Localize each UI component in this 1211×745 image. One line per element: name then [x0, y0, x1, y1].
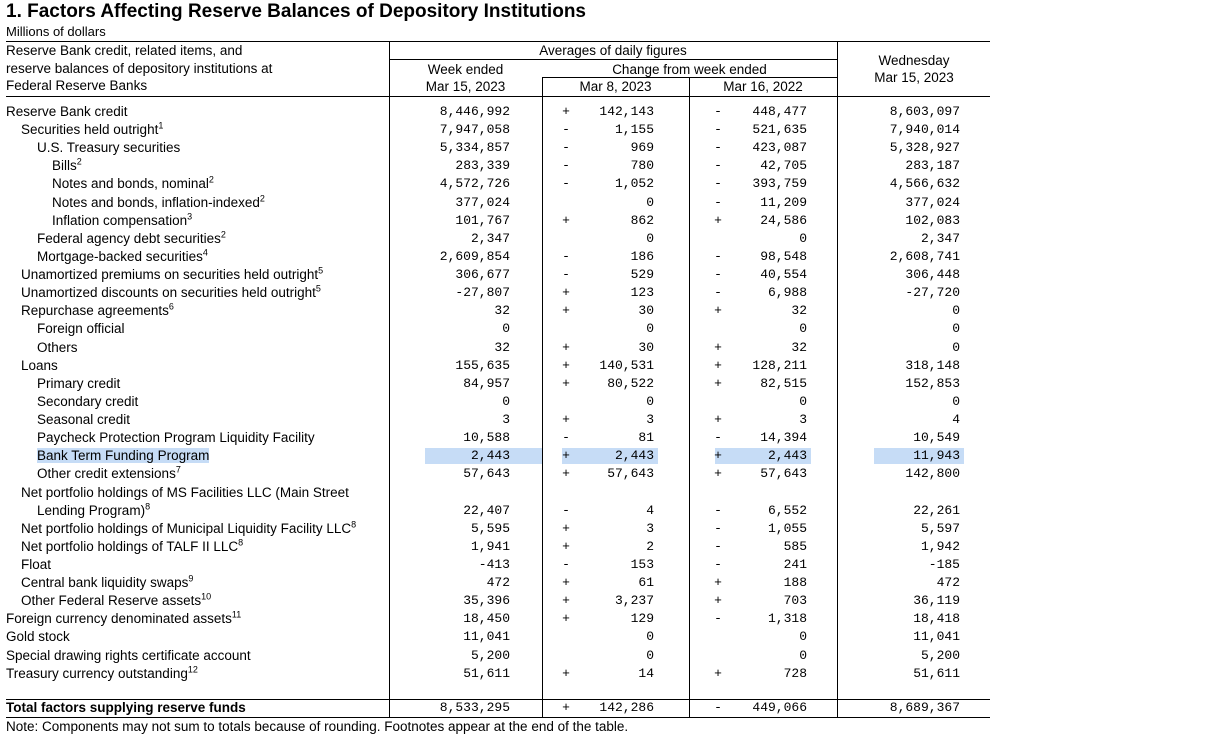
row-label-text: Total factors supplying reserve funds [6, 700, 246, 715]
change2-sign: - [714, 104, 722, 119]
week-value: 32 [494, 339, 510, 355]
row-label [21, 592, 211, 610]
wednesday-value: 18,418 [913, 611, 960, 627]
row-label [21, 357, 58, 375]
week-value: 5,595 [470, 520, 510, 536]
change1-sign: + [562, 303, 570, 319]
week-value: 8,446,992 [439, 104, 510, 119]
row-label-text: Mortgage-backed securities [37, 248, 203, 264]
row-label-text: Special drawing rights certificate account [6, 647, 251, 663]
row-label [37, 339, 78, 357]
week-value: 3 [502, 412, 510, 428]
row-label-text: U.S. Treasury securities [37, 140, 181, 156]
change2-value: 82,515 [760, 375, 807, 391]
row-label-text: Unamortized premiums on securities held outright [21, 267, 319, 283]
footnote-ref: 1 [158, 120, 164, 131]
change2-sign: - [714, 538, 722, 554]
wednesday-value: 377,024 [905, 194, 960, 210]
week-ended-date: Mar 15, 2023 [425, 79, 506, 94]
change2-value: 57,643 [760, 466, 807, 482]
row-label [37, 320, 125, 338]
change2-value: 188 [783, 575, 807, 591]
row-label [37, 139, 180, 157]
change2-value: 128,211 [752, 357, 807, 373]
change2-value: 0 [799, 647, 807, 663]
week-value: 1,941 [470, 538, 510, 554]
change1-value: 780 [630, 158, 654, 174]
change2-sign: - [714, 140, 722, 156]
row-label-text: Inflation compensation [52, 212, 188, 228]
wednesday-value: 11,041 [913, 629, 960, 645]
week-value: 5,200 [470, 647, 510, 663]
wednesday-value: 5,200 [920, 647, 960, 663]
week-value: 283,339 [455, 158, 510, 174]
week-value: 84,957 [463, 375, 510, 391]
change1-sign: + [562, 611, 570, 627]
wednesday-value: 5,328,927 [889, 140, 960, 156]
change2-sign: + [714, 665, 722, 681]
change2-value: 0 [799, 393, 807, 409]
week-value: 0 [502, 321, 510, 337]
change2-value: 3 [799, 412, 807, 428]
row-label [6, 628, 70, 646]
week-value: 8,533,295 [439, 700, 510, 715]
row-label-text: Central bank liquidity swaps [21, 575, 189, 591]
footnote-ref: 2 [220, 229, 226, 240]
week-value: 2,443 [470, 448, 510, 464]
row-label [6, 610, 241, 628]
week-value: 472 [486, 575, 510, 591]
wednesday-value: 4,566,632 [889, 176, 960, 192]
change2-value: 14,394 [760, 430, 807, 446]
row-label [37, 447, 209, 465]
week-value: 11,041 [463, 629, 510, 645]
row-label [21, 121, 163, 139]
footnote-ref: 8 [238, 537, 244, 548]
change1-sign: + [562, 339, 570, 355]
change1-value: 4 [646, 502, 654, 518]
change1-sign: + [562, 538, 570, 554]
change1-value: 1,155 [614, 122, 654, 138]
change2-sign: + [714, 212, 722, 228]
footnote-ref: 2 [208, 174, 214, 185]
change2-value: 32 [791, 303, 807, 319]
change2-sign: - [714, 122, 722, 138]
page-title: 1. Factors Affecting Reserve Balances of Depository Institutions [6, 1, 586, 22]
row-label-text: Notes and bonds, nominal [52, 176, 209, 192]
wednesday-value: 8,689,367 [889, 700, 960, 715]
wednesday-value: 10,549 [913, 430, 960, 446]
row-label-text: Federal agency debt securities [37, 230, 221, 246]
row-label [37, 465, 181, 483]
row-label [21, 556, 51, 574]
wednesday-value: -185 [928, 557, 960, 572]
footnote-ref: 7 [175, 464, 181, 475]
change2-sign: + [714, 303, 722, 319]
row-label-text: Repurchase agreements [21, 303, 169, 319]
change1-sign: + [562, 575, 570, 591]
change1-value: 862 [630, 212, 654, 228]
week-value: 7,947,058 [439, 122, 510, 138]
wednesday-value: 0 [952, 393, 960, 409]
week-value: 377,024 [455, 194, 510, 210]
row-label-text: Other credit extensions [37, 466, 176, 482]
wednesday-value: 8,603,097 [889, 104, 960, 119]
change1-value: 0 [646, 647, 654, 663]
change1-value: 129 [630, 611, 654, 627]
wednesday-value: 1,942 [920, 538, 960, 554]
week-value: -413 [478, 557, 510, 572]
change1-sign: + [562, 412, 570, 428]
change1-sign: - [562, 122, 570, 138]
change2-sign: - [714, 248, 722, 264]
footnote-ref: 5 [318, 265, 324, 276]
change2-sign: - [714, 285, 722, 301]
row-label-text: Primary credit [37, 375, 121, 391]
wednesday-header: Wednesday [878, 53, 950, 68]
change1-value: 0 [646, 393, 654, 409]
change1-value: 0 [646, 629, 654, 645]
change1-sign: + [562, 466, 570, 482]
row-label-text: Loans [21, 357, 58, 373]
change2-sign: - [714, 557, 722, 572]
change2-value: 0 [799, 629, 807, 645]
wednesday-value: 102,083 [905, 212, 960, 228]
change1-sign: - [562, 248, 570, 264]
change1-sign: - [562, 557, 570, 572]
wednesday-value: 306,448 [905, 267, 960, 283]
wednesday-value: 0 [952, 321, 960, 337]
row-label [21, 520, 356, 538]
averages-header: Averages of daily figures [539, 43, 687, 58]
row-label [37, 375, 120, 393]
change2-sign: - [714, 430, 722, 446]
change2-value: 6,988 [767, 285, 807, 301]
change1-sign: + [562, 357, 570, 373]
change1-value: 81 [638, 430, 654, 446]
change2-sign: + [714, 412, 722, 428]
change1-value: 3 [646, 412, 654, 428]
footnote-ref: 4 [202, 247, 208, 258]
row-label [52, 157, 82, 175]
change2-sign: + [714, 375, 722, 391]
footnote-ref: 2 [259, 193, 265, 204]
change1-value: 123 [630, 285, 654, 301]
change1-sign: + [562, 212, 570, 228]
change1-value: 1,052 [614, 176, 654, 192]
row-label-text: Notes and bonds, inflation-indexed [52, 194, 260, 210]
row-label-text: Net portfolio holdings of Municipal Liquidity Facility LLC [21, 520, 352, 536]
wednesday-value: 4 [952, 412, 960, 428]
row-label-text: Secondary credit [37, 393, 139, 409]
change2-sign: + [714, 339, 722, 355]
change1-value: 142,286 [599, 700, 654, 715]
change2-sign: + [714, 466, 722, 482]
change1-sign: + [562, 285, 570, 301]
wednesday-value: 2,347 [920, 230, 960, 246]
units-subtitle: Millions of dollars [6, 24, 106, 39]
change1-value: 61 [638, 575, 654, 591]
week-ended-header: Week ended [427, 62, 504, 77]
week-value: -27,807 [455, 285, 510, 301]
change1-value: 30 [638, 339, 654, 355]
row-label-text: Foreign official [37, 321, 125, 337]
week-value: 22,407 [463, 502, 510, 518]
stub-header-line-3: Federal Reserve Banks [6, 78, 148, 93]
change1-value: 3,237 [614, 593, 654, 609]
change1-value: 186 [630, 248, 654, 264]
total-bottom-rule [6, 717, 990, 718]
change1-value: 140,531 [599, 357, 654, 373]
change2-value: 1,318 [767, 611, 807, 627]
change-from-header: Change from week ended [612, 62, 767, 77]
change-divider [689, 77, 690, 718]
change2-value: 11,209 [760, 194, 807, 210]
week-value: 10,588 [463, 430, 510, 446]
footnote-ref: 12 [187, 664, 198, 675]
row-label [21, 284, 321, 302]
change1-sign: + [562, 520, 570, 536]
row-label-text: Paycheck Protection Program Liquidity Facility [37, 430, 315, 446]
change2-value: 0 [799, 230, 807, 246]
wednesday-value: -27,720 [905, 285, 960, 301]
change2-value: 585 [783, 538, 807, 554]
change2-sign: + [714, 593, 722, 609]
change2-sign: - [714, 158, 722, 174]
row-label [37, 411, 130, 429]
change1-value: 14 [638, 665, 654, 681]
change1-value: 0 [646, 321, 654, 337]
change1-value: 153 [630, 557, 654, 572]
week-value: 101,767 [455, 212, 510, 228]
wednesday-value: 36,119 [913, 593, 960, 609]
change1-sign: - [562, 430, 570, 446]
week-value: 32 [494, 303, 510, 319]
row-label-text: Securities held outright [21, 122, 159, 138]
change1-sign: + [562, 375, 570, 391]
row-label-text: Other Federal Reserve assets [21, 593, 202, 609]
row-label-text: Reserve Bank credit [6, 104, 128, 119]
wednesday-value: 11,943 [913, 448, 960, 464]
week-value: 57,643 [463, 466, 510, 482]
change1-value: 80,522 [607, 375, 654, 391]
footnote-ref: 10 [201, 591, 212, 602]
wednesday-value: 5,597 [920, 520, 960, 536]
stub-header-line-1: Reserve Bank credit, related items, and [6, 43, 243, 58]
change2-sign: - [714, 520, 722, 536]
change2-sign: + [714, 357, 722, 373]
change2-value: 42,705 [760, 158, 807, 174]
change1-sign: + [562, 104, 570, 119]
footnote-ref: 9 [188, 573, 194, 584]
row-label [6, 665, 198, 683]
row-label-text: Bank Term Funding Program [37, 448, 210, 464]
week-value: 2,609,854 [439, 248, 510, 264]
row-label [21, 302, 174, 320]
change1-sign: + [562, 665, 570, 681]
change2-sign: - [714, 267, 722, 283]
row-label [37, 502, 150, 520]
change1-value: 0 [646, 194, 654, 210]
footnote-ref: 3 [187, 211, 193, 222]
row-label [52, 194, 265, 212]
week-value: 306,677 [455, 267, 510, 283]
change1-sign: - [562, 140, 570, 156]
change2-sign: - [714, 194, 722, 210]
change1-value: 142,143 [599, 104, 654, 119]
week-value: 2,347 [470, 230, 510, 246]
change2-value: 423,087 [752, 140, 807, 156]
change2-value: 6,552 [767, 502, 807, 518]
change2-value: 521,635 [752, 122, 807, 138]
row-label [6, 103, 128, 121]
row-label-text: Seasonal credit [37, 412, 131, 428]
week-value: 0 [502, 393, 510, 409]
row-label-text: Others [37, 339, 78, 355]
change1-value: 2,443 [614, 448, 654, 464]
row-label-text: Treasury currency outstanding [6, 665, 188, 681]
change2-value: 2,443 [767, 448, 807, 464]
week-divider [542, 77, 543, 718]
change1-value: 0 [646, 230, 654, 246]
footnote-ref: 8 [145, 501, 151, 512]
averages-rule [389, 59, 837, 60]
change2-value: 32 [791, 339, 807, 355]
week-value: 35,396 [463, 593, 510, 609]
change2-value: 1,055 [767, 520, 807, 536]
change1-value: 3 [646, 520, 654, 536]
change2-sign: + [714, 575, 722, 591]
row-label [37, 429, 315, 447]
change2-value: 98,548 [760, 248, 807, 264]
wednesday-value: 472 [936, 575, 960, 591]
row-label [6, 699, 246, 717]
wednesday-value: 142,800 [905, 466, 960, 482]
change1-value: 969 [630, 140, 654, 156]
change1-sign: + [562, 448, 570, 464]
row-label [21, 574, 193, 592]
change2-value: 448,477 [752, 104, 807, 119]
row-label-text: Bills [52, 158, 77, 174]
change2-value: 393,759 [752, 176, 807, 192]
row-label [37, 393, 138, 411]
footnote-ref: 11 [231, 609, 242, 620]
change1-sign: - [562, 267, 570, 283]
row-label [21, 484, 349, 502]
change1-value: 30 [638, 303, 654, 319]
change1-sign: - [562, 502, 570, 518]
change1-date: Mar 8, 2023 [579, 79, 652, 94]
week-value: 5,334,857 [439, 140, 510, 156]
week-value: 18,450 [463, 611, 510, 627]
change1-sign: + [562, 700, 570, 715]
row-label-text: Net portfolio holdings of TALF II LLC [21, 538, 239, 554]
header-bottom-rule [6, 96, 990, 97]
row-label [37, 230, 226, 248]
wednesday-value: 283,187 [905, 158, 960, 174]
change2-sign: + [714, 448, 722, 464]
wednesday-value: 22,261 [913, 502, 960, 518]
change2-value: 728 [783, 665, 807, 681]
footnote-ref: 2 [76, 156, 82, 167]
change2-value: 24,586 [760, 212, 807, 228]
row-label [21, 266, 323, 284]
table-note: Note: Components may not sum to totals because of rounding. Footnotes appear at the end of the table. [6, 719, 629, 734]
change1-sign: + [562, 593, 570, 609]
week-value: 155,635 [455, 357, 510, 373]
change1-sign: - [562, 158, 570, 174]
row-label-text: Net portfolio holdings of MS Facilities LLC (Main Street [21, 484, 349, 500]
change1-value: 529 [630, 267, 654, 283]
wednesday-value: 7,940,014 [889, 122, 960, 138]
row-label-text: Unamortized discounts on securities held outright [21, 285, 316, 301]
change2-value: 0 [799, 321, 807, 337]
change2-value: 703 [783, 593, 807, 609]
wednesday-value: 152,853 [905, 375, 960, 391]
week-value: 4,572,726 [439, 176, 510, 192]
footnote-ref: 8 [351, 519, 357, 530]
wednesday-value: 2,608,741 [889, 248, 960, 264]
row-label-text: Lending Program) [37, 502, 146, 518]
wednesday-value: 0 [952, 303, 960, 319]
change2-value: 40,554 [760, 267, 807, 283]
stub-header-line-2: reserve balances of depository institutions at [6, 61, 273, 76]
change2-date: Mar 16, 2022 [723, 79, 803, 94]
row-label-text: Foreign currency denominated assets [6, 611, 232, 627]
change2-sign: - [714, 502, 722, 518]
row-label-text: Float [21, 557, 52, 572]
footnote-ref: 5 [315, 283, 321, 294]
wednesday-date: Mar 15, 2023 [874, 70, 954, 85]
row-label [52, 212, 192, 230]
change2-sign: - [714, 700, 722, 715]
row-label [6, 647, 251, 665]
change2-value: 449,066 [752, 700, 807, 715]
change2-sign: - [714, 176, 722, 192]
week-value: 51,611 [463, 665, 510, 681]
row-label-text: Gold stock [6, 629, 70, 645]
row-label [37, 248, 208, 266]
wednesday-value: 51,611 [913, 665, 960, 681]
change2-value: 241 [783, 557, 807, 572]
change1-value: 2 [646, 538, 654, 554]
row-label [52, 175, 214, 193]
wednesday-value: 318,148 [905, 357, 960, 373]
wednesday-value: 0 [952, 339, 960, 355]
row-label [21, 538, 243, 556]
change1-sign: - [562, 176, 570, 192]
change1-value: 57,643 [607, 466, 654, 482]
footnote-ref: 6 [168, 301, 174, 312]
change2-sign: - [714, 611, 722, 627]
